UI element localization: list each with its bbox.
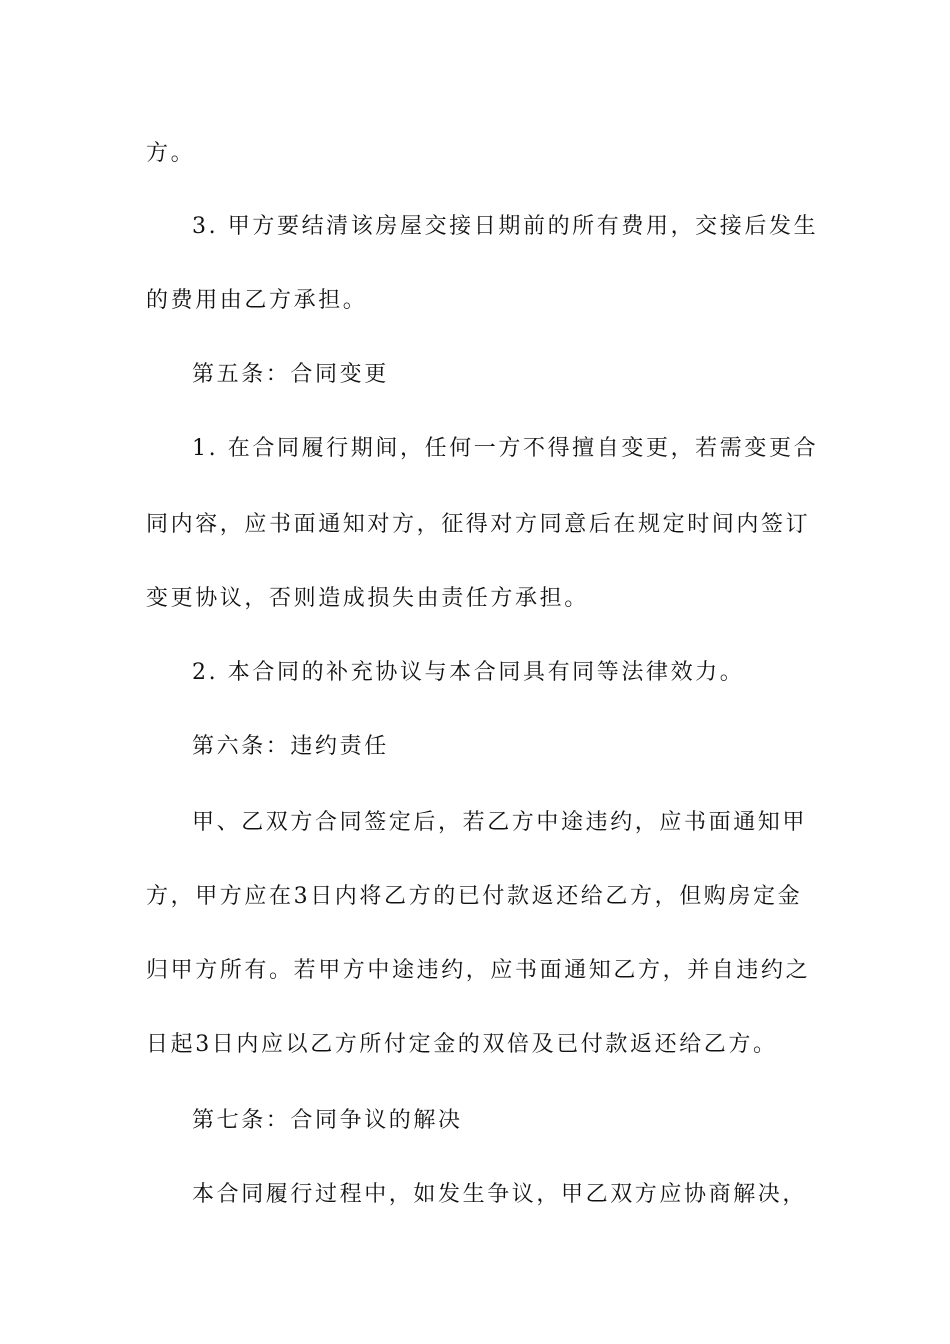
section-heading: 第七条：合同争议的解决 [192, 1108, 463, 1133]
text-line: 甲、乙双方合同签定后，若乙方中途违约，应书面通知甲 [192, 810, 808, 835]
text-line: 2. 本合同的补充协议与本合同具有同等法律效力。 [192, 660, 745, 685]
text-line: 日起3日内应以乙方所付定金的双倍及已付款返还给乙方。 [146, 1032, 778, 1057]
section-heading: 第六条：违约责任 [192, 734, 389, 759]
text-line: 归甲方所有。若甲方中途违约，应书面通知乙方，并自违约之 [146, 958, 811, 983]
text-line: 的费用由乙方承担。 [146, 288, 368, 313]
text-line: 方。 [146, 141, 196, 166]
text-line: 同内容，应书面通知对方，征得对方同意后在规定时间内签订 [146, 512, 811, 537]
section-heading: 第五条：合同变更 [192, 362, 389, 387]
text-line: 方，甲方应在3日内将乙方的已付款返还给乙方，但购房定金 [146, 884, 803, 909]
text-line: 变更协议，否则造成损失由责任方承担。 [146, 586, 589, 611]
text-line: 本合同履行过程中，如发生争议，甲乙双方应协商解决， [192, 1182, 808, 1207]
text-line: 3. 甲方要结清该房屋交接日期前的所有费用，交接后发生 [192, 214, 819, 239]
text-line: 1. 在合同履行期间，任何一方不得擅自变更，若需变更合 [192, 436, 819, 461]
